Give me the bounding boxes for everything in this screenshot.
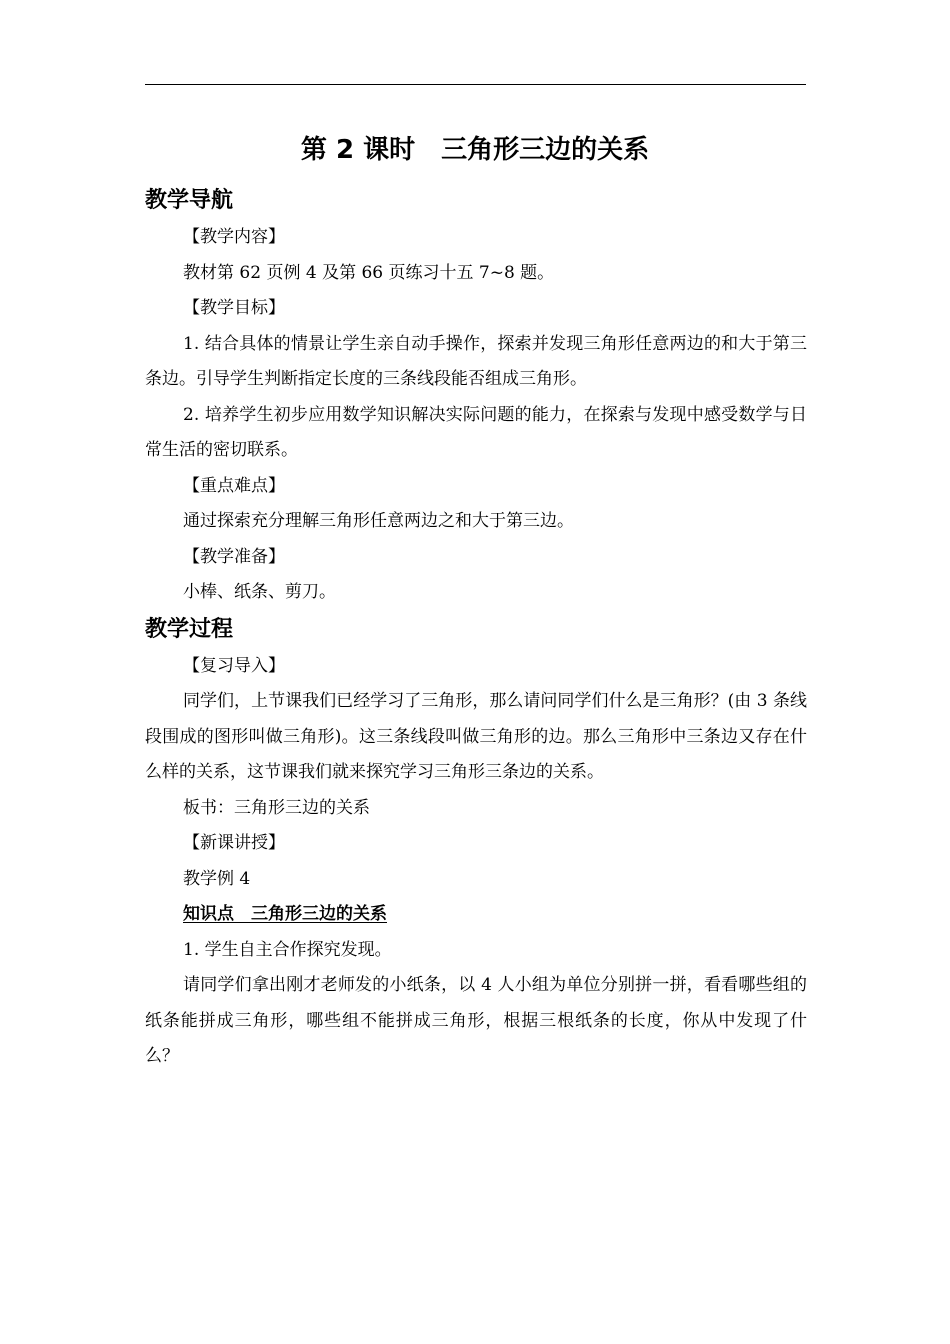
text-review-intro: 同学们，上节课我们已经学习了三角形，那么请问同学们什么是三角形？(由 3 条线段围成的图形叫做三角形)。这三条线段叫做三角形的边。那么三角形中三条边又存在什么样的关系，这节课我们就来探究学习三角形三条边的关系。 <box>145 691 807 782</box>
knowledge-point-title: 知识点 三角形三边的关系 <box>183 904 387 924</box>
label-key-points: 【重点难点】 <box>183 475 285 496</box>
label-teaching-content: 【教学内容】 <box>183 227 285 247</box>
label-teaching-goals: 【教学目标】 <box>183 298 285 318</box>
text-teaching-content: 教材第 62 页例 4 及第 66 页练习十五 7~8 题。 <box>183 262 555 283</box>
page-title: 第 2 课时 三角形三边的关系 <box>300 135 650 165</box>
text-preparation: 小棒、纸条、剪刀。 <box>183 582 336 602</box>
text-step-1: 1. 学生自主合作探究发现。 <box>183 939 392 960</box>
section-heading-teaching-process: 教学过程 <box>145 616 234 642</box>
header-rule <box>145 84 806 85</box>
knowledge-point-line <box>145 897 807 933</box>
label-review-intro: 【复习导入】 <box>183 655 285 676</box>
text-goal-2: 2. 培养学生初步应用数学知识解决实际问题的能力，在探索与发现中感受数学与日常生活的密切联系。 <box>145 404 807 460</box>
text-activity: 请同学们拿出刚才老师发的小纸条，以 4 人小组为单位分别拼一拼，看看哪些组的纸条能拼成三角形，哪些组不能拼成三角形，根据三根纸条的长度，你从中发现了什么？ <box>145 975 807 1066</box>
text-key-points: 通过探索充分理解三角形任意两边之和大于第三边。 <box>183 511 574 531</box>
label-preparation: 【教学准备】 <box>183 546 285 567</box>
document-body <box>145 182 807 1075</box>
text-example-4: 教学例 4 <box>183 868 251 889</box>
section-heading-teaching-guide: 教学导航 <box>145 188 234 213</box>
text-blackboard: 板书：三角形三边的关系 <box>183 797 370 818</box>
label-new-lesson: 【新课讲授】 <box>183 833 285 853</box>
text-goal-1: 1. 结合具体的情景让学生亲自动手操作，探索并发现三角形任意两边的和大于第三条边。引导学生判断指定长度的三条线段能否组成三角形。 <box>145 333 807 389</box>
